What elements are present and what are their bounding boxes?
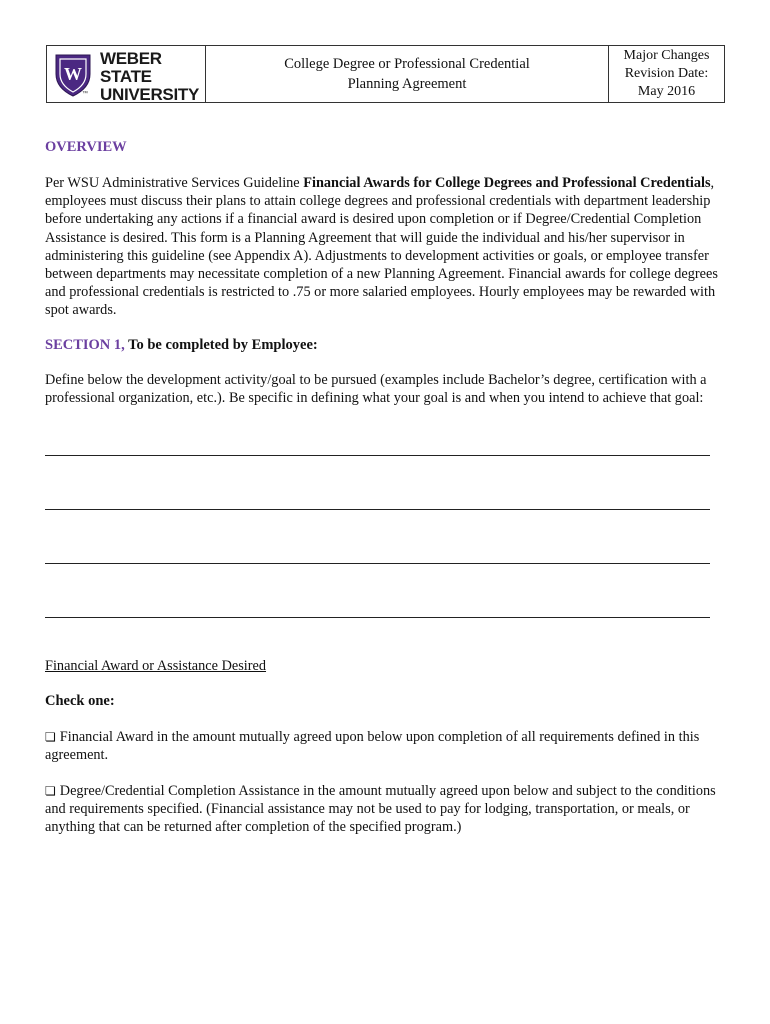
section-1-label: SECTION 1,: [45, 337, 125, 353]
section-1-title: To be completed by Employee:: [124, 337, 318, 353]
revision-date: May 2016: [637, 84, 696, 99]
goal-input-line-2[interactable]: [45, 509, 710, 510]
option-financial-award: [45, 728, 725, 764]
option-1-text: Financial Award in the amount mutually agreed upon below upon completion of all requirements defined in this agreement.: [45, 729, 700, 764]
logo-cell: [47, 46, 206, 102]
goal-input-line-1[interactable]: [45, 455, 710, 456]
check-one-label: Check one:: [45, 693, 115, 709]
option-completion-assistance: [45, 782, 725, 837]
overview-text-post: , employees must discuss their plans to attain college degrees and professional credentials with department leadership before undertaking any actions if a financial award is desired upon completion or if Degree/Credential Completion Assistance is desired. This form is a Planning Agreement that will guide the individual and his/her supervisor in administering this guideline (see Appendix A). Adjustments to development activities or goals, or employee transfer between departments may necessitate completion of a new Planning Agreement. Financial awards for college degrees and professional credentials is restricted to .75 or more salaried employees. Hourly employees may be rewarded with spot awards.: [45, 175, 718, 319]
overview-paragraph: [45, 174, 725, 320]
overview-heading: OVERVIEW: [45, 139, 127, 155]
form-title-line-1: College Degree or Professional Credential: [284, 56, 530, 72]
completion-assistance-checkbox[interactable]: ❏: [45, 784, 56, 798]
university-wordmark: [100, 50, 205, 104]
overview-text-pre: Per WSU Administrative Services Guideline: [45, 175, 304, 191]
document-header: [46, 45, 725, 103]
form-title-line-2: Planning Agreement: [347, 76, 467, 92]
revision-cell: [609, 46, 724, 102]
form-title-cell: [206, 46, 609, 102]
goal-input-line-4[interactable]: [45, 617, 710, 618]
financial-award-checkbox[interactable]: ❏: [45, 730, 56, 744]
logo-line-1: WEBER STATE: [100, 49, 162, 86]
logo-mark: W: [64, 64, 82, 84]
option-2-text: Degree/Credential Completion Assistance in the amount mutually agreed upon below and subject to the conditions and requirements specified. (Financial assistance may not be used to pay for lodging, transportation, or meals, or anything that can be returned after completion of the specified program.): [45, 783, 716, 836]
section-1-heading: [45, 336, 725, 354]
goal-instructions: Define below the development activity/goal to be pursued (examples include Bachelor’s degree, certification with a professional organization, etc.). Be specific in defining what your goal is and when you intend to achieve that goal:: [45, 372, 707, 407]
goal-input-line-3[interactable]: [45, 563, 710, 564]
revision-line-1: Major Changes: [623, 48, 710, 63]
logo-line-2: UNIVERSITY: [100, 85, 200, 104]
revision-line-2: Revision Date:: [624, 66, 709, 81]
guideline-name: Financial Awards for College Degrees and Professional Credentials: [303, 175, 711, 191]
trademark-symbol: ™: [82, 91, 88, 97]
award-heading: Financial Award or Assistance Desired: [45, 658, 267, 674]
